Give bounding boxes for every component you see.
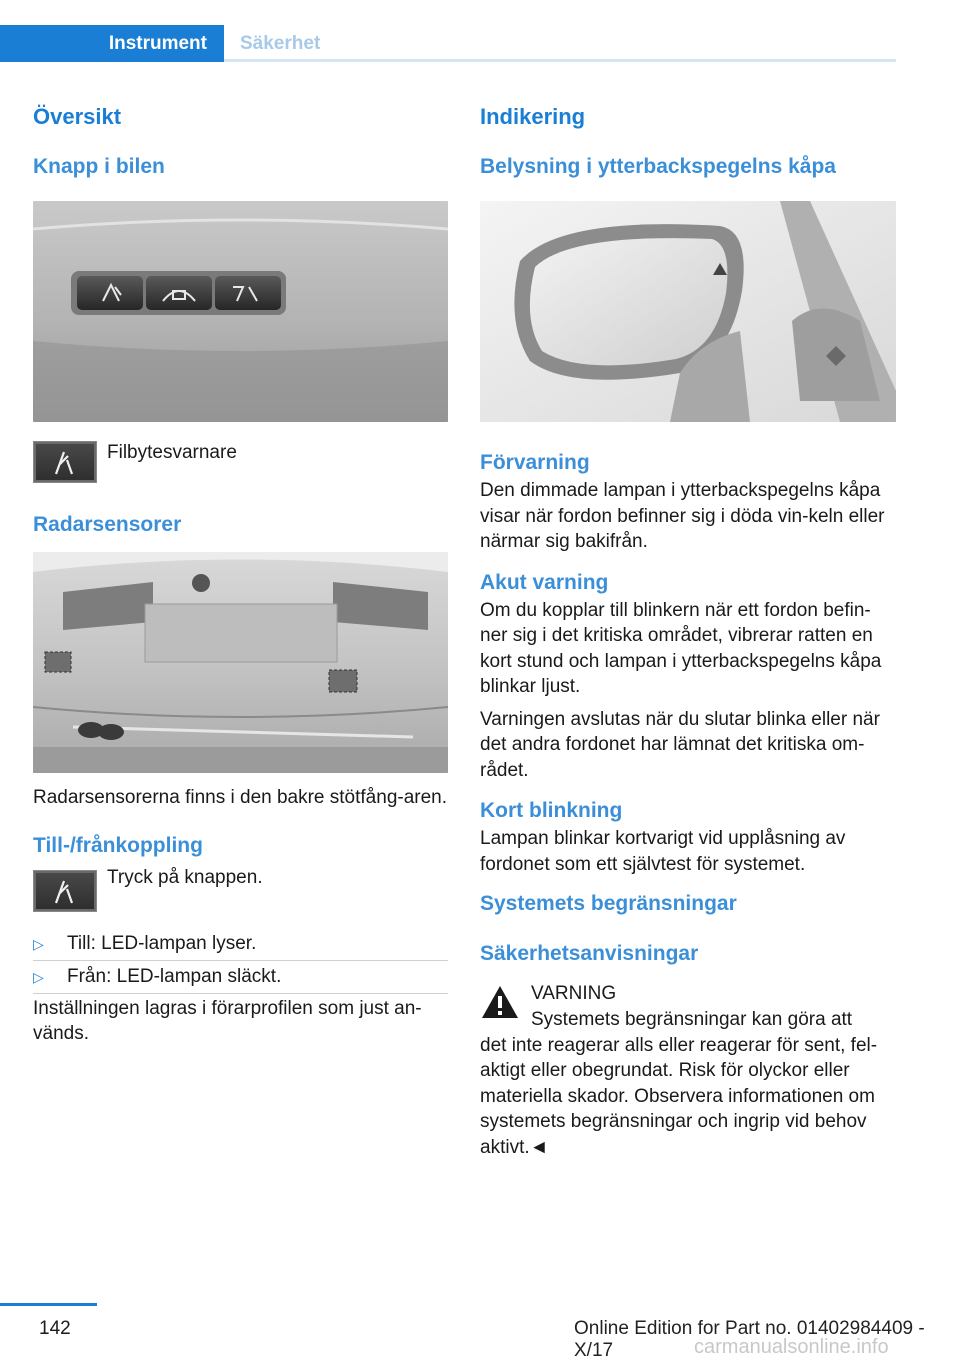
header-tabs (0, 0, 896, 62)
radar-description: Radarsensorerna finns i den bakre stötfång-aren. (33, 787, 448, 808)
edition-text: Online Edition for Part no. 01402984409 - X/17 (574, 1318, 925, 1361)
warning-block (480, 980, 896, 1160)
warning-title: VARNING (531, 983, 617, 1004)
heading-systemets-begransningar: Systemets begränsningar (480, 892, 737, 915)
tab-sakerhet[interactable]: Säkerhet (240, 32, 321, 54)
heading-belysning: Belysning i ytterbackspegelns kåpa (480, 155, 836, 178)
settings-note: Inställningen lagras i förarprofilen som just an-vänds. (33, 993, 448, 1047)
warning-rest: det inte reagerar alls eller reagerar för sent, fel-aktigt eller obegrundat. Risk för olyckor eller materiella skador. Observera informationen om systemets begränsningar och ingrip vid behov aktivt.◄ (480, 1034, 878, 1158)
heading-knapp-i-bilen: Knapp i bilen (33, 155, 165, 178)
acute-warning-text-2: Varningen avslutas när du slutar blinka eller när det andra fordonet har lämnat det kritiska om-rådet. (480, 708, 880, 781)
lane-change-button-icon (33, 870, 97, 912)
heading-sakerhetsanvisningar: Säkerhetsanvisningar (480, 942, 699, 965)
mirror-photo (480, 201, 896, 422)
heading-oversikt: Översikt (33, 104, 122, 129)
heading-kort-blinkning: Kort blinkning (480, 799, 623, 822)
left-column (33, 95, 448, 1047)
button-panel-photo (33, 201, 448, 422)
warning-first-line: Systemets begränsningar kan göra att (531, 1009, 853, 1030)
heading-radarsensorer: Radarsensorer (33, 513, 182, 536)
watermark: carmanualsonline.info (694, 1336, 889, 1358)
short-blink-text: Lampan blinkar kortvarigt vid upplåsning av fordonet som ett självtest för systemet. (480, 828, 846, 875)
icon-row-press (33, 866, 448, 924)
heading-indikering: Indikering (480, 104, 586, 129)
bullet-item: ▷ Till: LED-lampan lyser. (33, 928, 448, 960)
icon-label-tryck: Tryck på knappen. (107, 866, 263, 888)
acute-warning-text: Om du kopplar till blinkern när ett fordon befin-ner sig i det kritiska området, vibrerar ratten en kort stund och lampan i ytterbackspegelns kåpa blinkar ljust. (480, 599, 882, 697)
page-number: 142 (39, 1318, 71, 1339)
prewarning-text: Den dimmade lampan i ytterbackspegelns kåpa visar när fordon befinner sig i döda vin-keln eller närmar sig bakifrån. (480, 480, 885, 552)
heading-akut-varning: Akut varning (480, 570, 609, 594)
header-divider (224, 59, 896, 62)
heading-forvarning: Förvarning (480, 451, 590, 474)
heading-till-frankoppling: Till-/frånkoppling (33, 833, 203, 857)
triangle-bullet-icon: ▷ (33, 935, 44, 952)
warning-text (480, 1007, 896, 1160)
toggle-bullets (33, 928, 448, 993)
warning-triangle-icon (480, 984, 520, 1020)
lane-change-warning-icon (33, 441, 97, 483)
right-column (480, 95, 896, 1160)
triangle-bullet-icon: ▷ (33, 968, 44, 985)
tab-instrument[interactable]: Instrument (0, 25, 224, 62)
footer-rule (0, 1303, 97, 1306)
icon-row-filbyte (33, 441, 448, 501)
rear-bumper-photo (33, 552, 448, 773)
bullet-item: ▷ Från: LED-lampan släckt. (33, 960, 448, 993)
icon-label-filbytesvarnare: Filbytesvarnare (107, 442, 237, 463)
